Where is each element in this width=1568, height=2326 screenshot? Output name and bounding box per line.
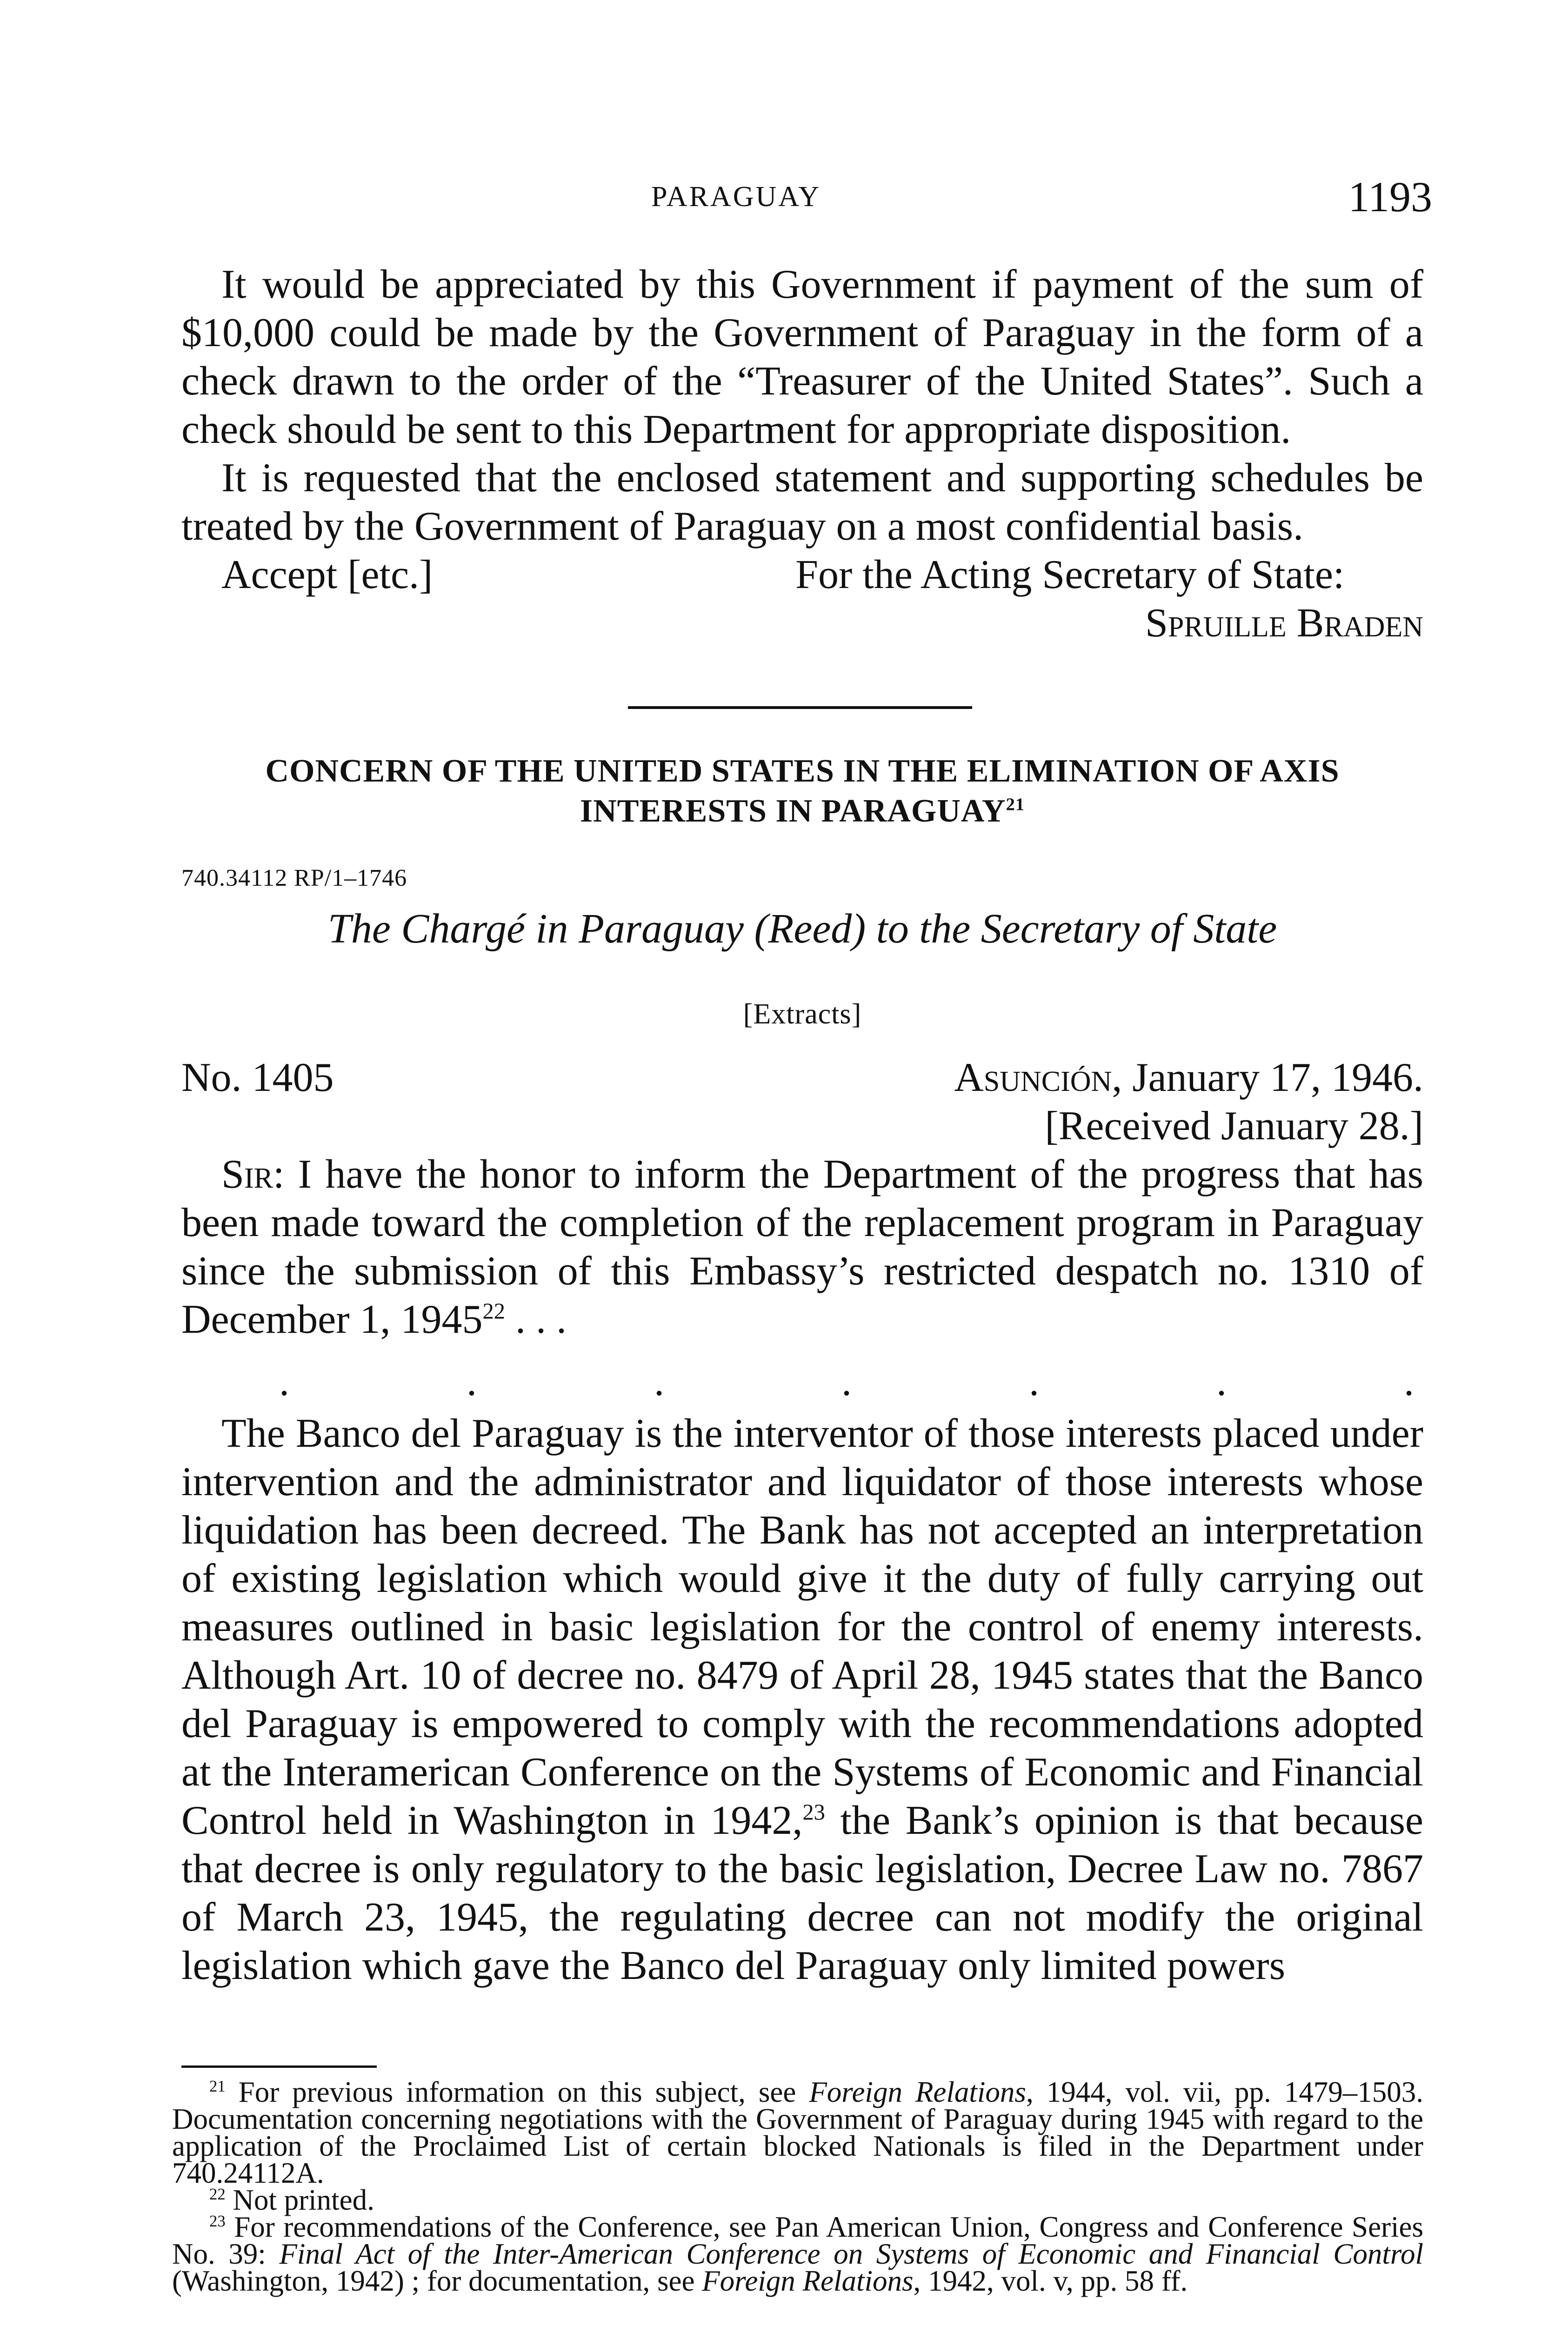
ellipsis-dot: . bbox=[1404, 1359, 1414, 1404]
footnote-21 bbox=[172, 2076, 1423, 2189]
ellipsis-dot: . bbox=[1216, 1359, 1227, 1404]
section-heading-text: INTERESTS IN PARAGUAY bbox=[580, 793, 1006, 829]
document-title: The Chargé in Paraguay (Reed) to the Secretary of State bbox=[327, 906, 1277, 952]
footnote-mark-23: 23 bbox=[209, 2212, 226, 2230]
footnote-22-text: Not printed. bbox=[225, 2184, 374, 2216]
despatch-paragraph-1-end: . . . bbox=[505, 1297, 567, 1342]
footnote-mark-22: 22 bbox=[209, 2186, 226, 2203]
section-heading-line-1: CONCERN OF THE UNITED STATES IN THE ELIMINATION OF AXIS bbox=[265, 753, 1340, 789]
letter-paragraph-1: It would be appreciated by this Government if payment of the sum of $10,000 could be made by the Government of Paraguay in the form of a check drawn to the order of the “Treasurer of the United States”. Such a check should be sent to this Department for appropriate disposition. bbox=[181, 262, 1423, 452]
file-number: 740.34112 RP/1–1746 bbox=[181, 865, 407, 891]
ellipsis-row bbox=[279, 1358, 1414, 1405]
place: Asunción bbox=[954, 1055, 1112, 1100]
place-date bbox=[954, 1054, 1423, 1102]
ellipsis-dot: . bbox=[467, 1359, 477, 1404]
despatch-paragraph-1-text: : I have the honor to inform the Department of the progress that has been made toward the completion of the replacement program in Paraguay since the submission of this Embassy’s restricted despatch no. 1310 of December 1, 1945 bbox=[181, 1152, 1423, 1342]
footnote-ref-23: 23 bbox=[802, 1800, 825, 1825]
footnote-mark-21: 21 bbox=[209, 2078, 226, 2095]
ellipsis-dot: . bbox=[1029, 1359, 1039, 1404]
despatch-paragraph-2 bbox=[181, 1410, 1423, 1990]
ellipsis-dot: . bbox=[279, 1359, 289, 1404]
footnote-divider bbox=[181, 2065, 377, 2068]
signature: Spruille Braden bbox=[1145, 601, 1423, 646]
footnote-23-title: Final Act of the Inter-American Conference on Systems of Economic and Financial Control bbox=[279, 2238, 1424, 2270]
section-heading-line-2 bbox=[181, 791, 1423, 831]
section-divider bbox=[628, 706, 972, 709]
salutation: Sir bbox=[221, 1152, 273, 1197]
closing-right: For the Acting Secretary of State: bbox=[795, 552, 1345, 597]
closing-line bbox=[181, 551, 1423, 599]
ellipsis-dot: . bbox=[654, 1359, 664, 1404]
despatch-number: No. 1405 bbox=[181, 1055, 334, 1100]
despatch-body bbox=[181, 1054, 1423, 1344]
despatch-paragraph-2-b: the Bank’s opinion is that because that decree is only regulatory to the basic legislation, Decree Law no. 7867 of March 23, 1945, the regulating decree can not modify the original legislation which gave the Banco del Paraguay only limited powers bbox=[181, 1798, 1423, 1988]
despatch-paragraph-2-a: The Banco del Paraguay is the interventor of those interests placed under intervention and the administrator and liquidator of those interests whose liquidation has been decreed. The Bank has not accepted an interpretation of existing legislation which would give it the duty of fully carrying out measures outlined in basic legislation for the control of enemy interests. Although Art. 10 of decree no. 8479 of April 28, 1945 states that the Banco del Paraguay is empowered to comply with the recommendations adopted at the Interamerican Conference on the Systems of Economic and Financial Control held in Washington in 1942, bbox=[181, 1411, 1423, 1843]
footnote-ref-22: 22 bbox=[482, 1299, 505, 1324]
extracts-label: [Extracts] bbox=[743, 998, 862, 1030]
footnote-21-ref: Foreign Relations bbox=[809, 2076, 1026, 2108]
date: , January 17, 1946. bbox=[1112, 1055, 1423, 1100]
footnote-21-rest: , 1944, vol. vii, pp. 1479–1503. Documentation concerning negotiations with the Government of Paraguay during 1945 with regard to the application of the Proclaimed List of certain blocked Nationals is filed in the Department under 740.24112A. bbox=[172, 2076, 1423, 2189]
footnote-23 bbox=[172, 2211, 1424, 2297]
despatch-line bbox=[181, 1054, 1423, 1102]
footnote-23-ref: Foreign Relations bbox=[702, 2265, 914, 2297]
despatch-body-continued bbox=[181, 1410, 1423, 1990]
page-number: 1193 bbox=[1348, 173, 1432, 221]
footnote-23-rest: , 1942, vol. v, pp. 58 ff. bbox=[913, 2265, 1188, 2297]
footnotes bbox=[172, 2076, 1424, 2297]
despatch-paragraph-1 bbox=[181, 1150, 1423, 1344]
running-title: PARAGUAY bbox=[651, 181, 821, 213]
received-date: [Received January 28.] bbox=[1045, 1103, 1423, 1149]
closing-left: Accept [etc.] bbox=[221, 552, 433, 597]
letter-end bbox=[181, 261, 1423, 648]
footnote-22 bbox=[172, 2184, 1423, 2216]
ellipsis-dot: . bbox=[841, 1359, 852, 1404]
footnote-23-text: For recommendations of the Conference, see Pan American Union, Congress and Conference Series No. 39: bbox=[172, 2211, 1423, 2270]
footnote-ref-21: 21 bbox=[1006, 795, 1025, 815]
footnote-21-text: For previous information on this subject, see bbox=[225, 2076, 809, 2108]
footnote-23-mid: (Washington, 1942) ; for documentation, see bbox=[172, 2265, 702, 2297]
letter-paragraph-2: It is requested that the enclosed statement and supporting schedules be treated by the Government of Paraguay on a most confidential basis. bbox=[181, 455, 1423, 549]
section-heading bbox=[181, 751, 1423, 831]
